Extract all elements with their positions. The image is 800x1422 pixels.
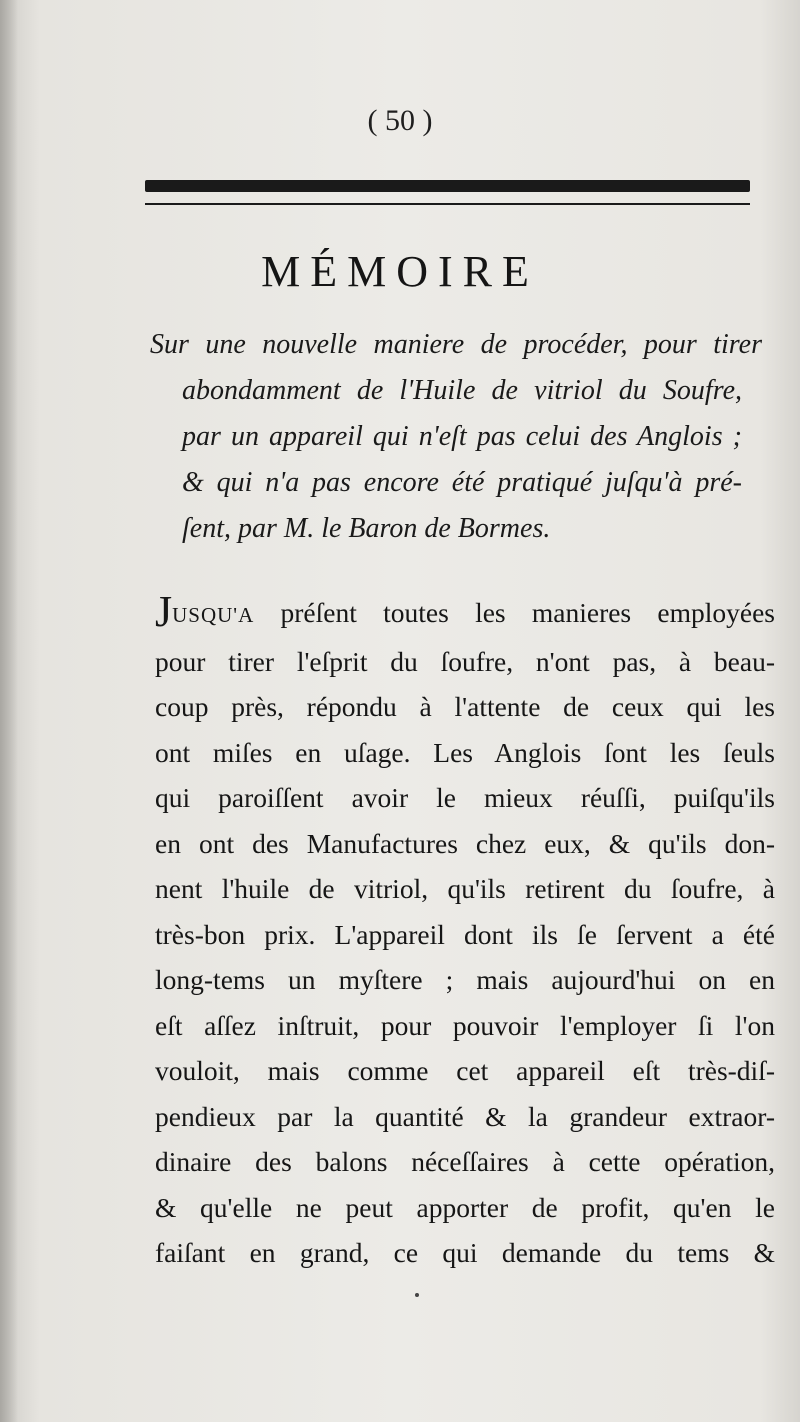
subtitle [150, 322, 770, 552]
body-first-line [155, 587, 775, 639]
body-line: pendieux par la quantité & la grandeur extraor- [155, 1100, 775, 1132]
body-line: dinaire des balons néceſſaires à cette opération, [155, 1146, 775, 1177]
body-line: très-bon prix. L'appareil dont ils ſe ſervent a été [155, 918, 775, 950]
body-line: & qu'elle ne peut apporter de profit, qu'en le [155, 1191, 775, 1223]
subtitle-line: & qui n'a pas encore été pratiqué juſqu'à pré- [182, 467, 742, 498]
body-line: pour tirer l'eſprit du ſoufre, n'ont pas, à beau- [155, 645, 775, 677]
body-line: faiſant en grand, ce qui demande du tems & [155, 1237, 775, 1268]
body-line: coup près, répondu à l'attente de ceux qui les [155, 691, 775, 722]
body-line: qui paroiſſent avoir le mieux réuſſi, puiſqu'ils [155, 782, 775, 813]
body-line: long-tems un myſtere ; mais aujourd'hui on en [155, 964, 775, 995]
body-line: eſt aſſez inſtruit, pour pouvoir l'employer ſi l'on [155, 1009, 775, 1041]
body-line: ont miſes en uſage. Les Anglois ſont les ſeuls [155, 736, 775, 768]
gutter-shadow [0, 0, 18, 1422]
first-word-caps: USQU'A [172, 603, 255, 627]
page-number: ( 50 ) [367, 104, 433, 137]
drop-cap: J [155, 587, 173, 636]
body-line: en ont des Manufactures chez eux, & qu'ils don- [155, 827, 775, 859]
page-title: MÉMOIRE [261, 247, 539, 296]
subtitle-line: Sur une nouvelle maniere de procéder, pour tirer [150, 329, 762, 360]
paper-speck [415, 1293, 419, 1297]
first-line-rest: préſent toutes les manieres employées [280, 597, 775, 628]
body-line: nent l'huile de vitriol, qu'ils retirent du ſoufre, à [155, 873, 775, 904]
body-text [155, 587, 775, 1276]
body-line: vouloit, mais comme cet appareil eſt très-diſ- [155, 1055, 775, 1086]
subtitle-line: ſent, par M. le Baron de Bormes. [182, 513, 551, 544]
subtitle-line: abondamment de l'Huile de vitriol du Soufre, [182, 375, 742, 406]
header-rule-thin [145, 203, 750, 205]
subtitle-line: par un appareil qui n'eſt pas celui des Anglois ; [182, 421, 742, 452]
header-rule-thick [145, 180, 750, 192]
